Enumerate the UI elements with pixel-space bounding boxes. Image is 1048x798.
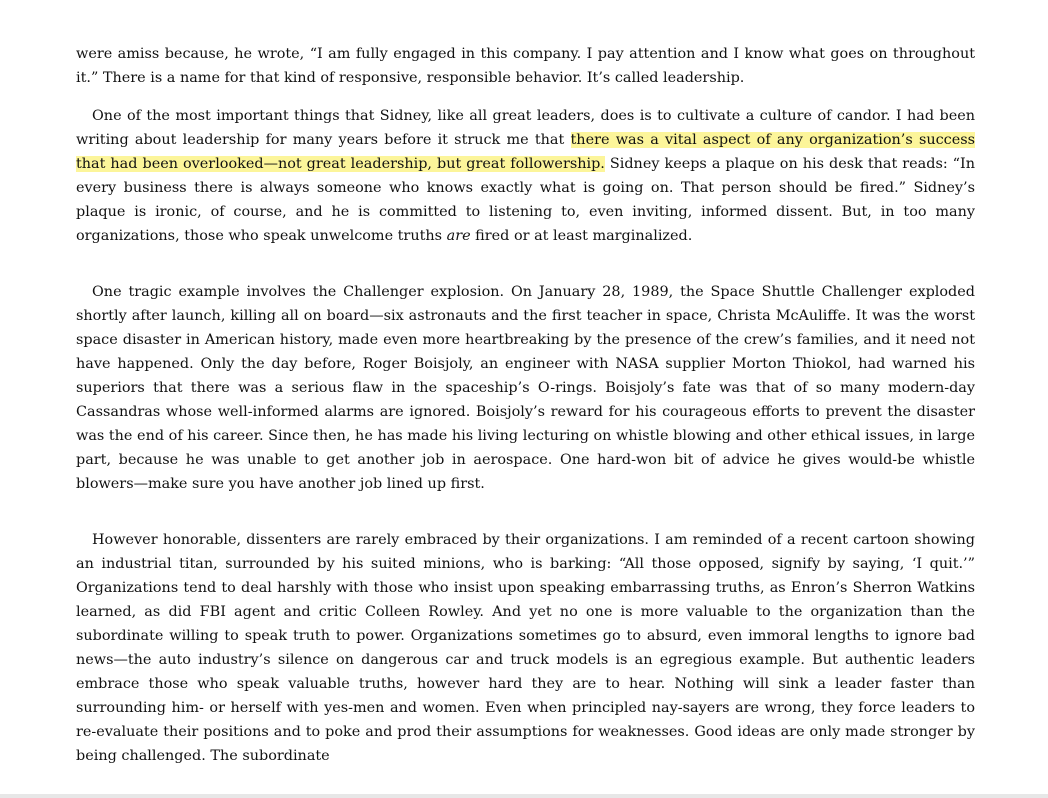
paragraph-2 xyxy=(76,104,975,248)
paragraph-1: were amiss because, he wrote, “I am fully engaged in this company. I pay attention and I know what goes on throughout it.” There is a name for that kind of responsive, responsible behavior. It’s called leadership. xyxy=(76,46,975,86)
italic-word: are xyxy=(446,228,471,244)
highlighted-passage[interactable]: there was a vital aspect of any organization’s success that had been overlooked—not great leadership, but great followership. xyxy=(76,132,975,172)
paragraph-4: However honorable, dissenters are rarely embraced by their organizations. I am reminded of a recent cartoon showing an industrial titan, surrounded by his suited minions, who is barking: “All those opposed, signify by saying, ‘I quit.’” Organizations tend to deal harshly with those who insist upon speaking embarrassing truths, as Enron’s Sherron Watkins learned, as did FBI agent and critic Colleen Rowley. And yet no one is more valuable to the organization than the subordinate willing to speak truth to power. Organizations sometimes go to absurd, even immoral lengths to ignore bad news—the auto industry’s silence on dangerous car and truck models is an egregious example. But authentic leaders embrace those who speak valuable truths, however hard they are to hear. Nothing will sink a leader faster than surrounding him- or herself with yes-men and women. Even when principled nay-sayers are wrong, they force leaders to re-evaluate their positions and to poke and prod their assumptions for weaknesses. Good ideas are only made stronger by being challenged. The subordinate xyxy=(76,532,975,764)
paragraph-2-text-after: fired or at least marginalized. xyxy=(470,228,693,244)
bottom-divider xyxy=(0,794,1048,798)
paragraph-2-text-middle: Sidney keeps a plaque on his desk that reads: “In every business there is always someone who knows exactly what is going on. That person should be fired.” Sidney’s plaque is ironic, of course, and he is committed to listening to, even inviting, informed dissent. But, in too many organizations, those who speak unwelcome truths xyxy=(76,156,975,244)
document-page xyxy=(76,42,975,768)
paragraph-3: One tragic example involves the Challenger explosion. On January 28, 1989, the Space Shuttle Challenger exploded shortly after launch, killing all on board—six astronauts and the first teacher in space, Christa McAuliffe. It was the worst space disaster in American history, made even more heartbreaking by the presence of the crew’s families, and it need not have happened. Only the day before, Roger Boisjoly, an engineer with NASA supplier Morton Thiokol, had warned his superiors that there was a serious flaw in the spaceship’s O-rings. Boisjoly’s fate was that of so many modern-day Cassandras whose well-informed alarms are ignored. Boisjoly’s reward for his courageous efforts to prevent the disaster was the end of his career. Since then, he has made his living lecturing on whistle blowing and other ethical issues, in large part, because he was unable to get another job in aerospace. One hard-won bit of advice he gives would-be whistle blowers—make sure you have another job lined up first. xyxy=(76,284,975,492)
paragraph-2-text-before: One of the most important things that Sidney, like all great leaders, does is to cultivate a culture of candor. I had been writing about leadership for many years before it struck me that xyxy=(76,108,975,148)
